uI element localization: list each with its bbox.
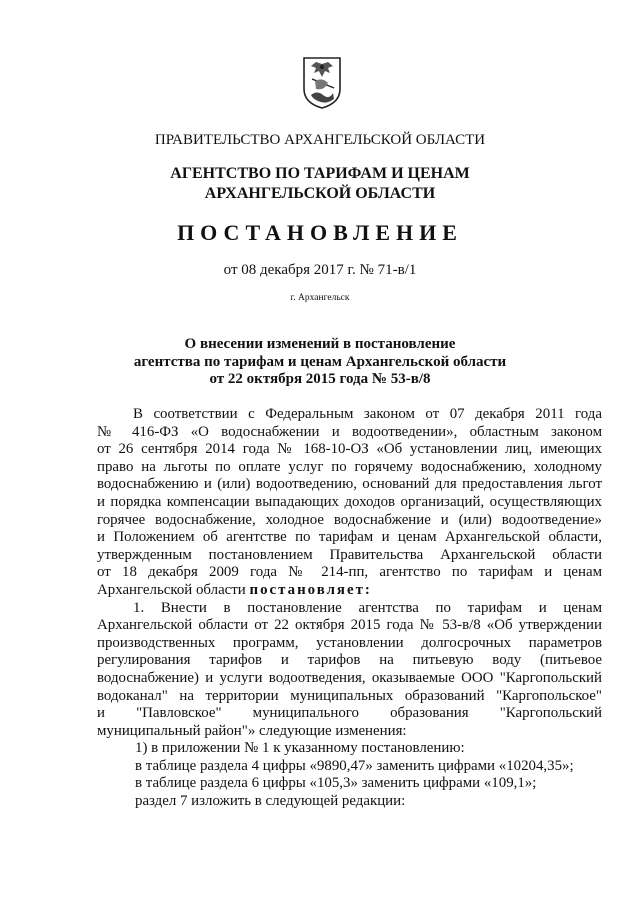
paragraph-line: от 26 сентября 2014 года № 168-10-ОЗ «Об установлении лиц, имеющих <box>97 441 602 458</box>
list-item: раздел 7 изложить в следующей редакции: <box>135 793 406 810</box>
document-body <box>97 406 602 811</box>
government-name: ПРАВИТЕЛЬСТВО АРХАНГЕЛЬСКОЙ ОБЛАСТИ <box>154 132 486 148</box>
paragraph-line: производственных программ, установлении долгосрочных параметров <box>97 634 602 651</box>
document-date-number: от 08 декабря 2017 г. № 71-в/1 <box>223 262 417 278</box>
paragraph-line: № 416-ФЗ «О водоснабжении и водоотведении», областным законом <box>97 423 602 440</box>
paragraph-line: В соответствии с Федеральным законом от 07 декабря 2011 года <box>133 406 602 422</box>
paragraph-line: от 18 декабря 2009 года № 214-пп, агентство по тарифам и ценам <box>97 564 602 581</box>
paragraph-line: 1. Внести в постановление агентства по тарифам и ценам <box>133 599 602 616</box>
paragraph-line: муниципальный район"» следующие изменения: <box>97 722 407 739</box>
coat-of-arms-icon <box>302 55 342 110</box>
paragraph-line: Архангельской области от 22 октября 2015 года № 53-в/8 «Об утверждении <box>97 617 602 634</box>
paragraph-line: водоснабжению и (или) водоотведению, оснований для предоставления льгот <box>97 476 602 493</box>
list-item: в таблице раздела 4 цифры «9890,47» заменить цифрами «10204,35»; <box>135 757 574 774</box>
subject-line2: агентства по тарифам и ценам Архангельской области <box>133 353 507 370</box>
document-subject <box>0 336 640 389</box>
agency-name-line2: АРХАНГЕЛЬСКОЙ ОБЛАСТИ <box>204 185 436 202</box>
paragraph-text: Архангельской области <box>97 581 250 598</box>
paragraph-line: регулирования тарифов и тарифов на питьевую воду (питьевое <box>97 652 602 669</box>
agency-name <box>0 164 640 204</box>
paragraph-line: утвержденным постановлением Правительства Архангельской области <box>97 546 602 563</box>
paragraph-line: право на льготы по оплате услуг по горячему водоснабжению, холодному <box>97 458 602 475</box>
resolution-word: постановляет: <box>249 581 372 598</box>
subject-line1: О внесении изменений в постановление <box>184 336 456 352</box>
paragraph-line: горячее водоснабжение, холодное водоснабжение и (или) водоотведение» <box>97 511 602 528</box>
paragraph-line <box>97 582 602 600</box>
document-type: ПОСТАНОВЛЕНИЕ <box>177 220 463 245</box>
paragraph-line: и порядка компенсации выпадающих доходов организаций, осуществляющих <box>97 493 602 510</box>
list-item: 1) в приложении № 1 к указанному постановлению: <box>135 740 465 757</box>
paragraph-line: и "Павловское" муниципального образования "Каргопольский <box>97 705 602 722</box>
paragraph-line: водоканал" на территории муниципальных образований "Каргопольское" <box>97 687 602 704</box>
list-item: в таблице раздела 6 цифры «105,3» заменить цифрами «109,1»; <box>135 775 537 792</box>
subject-line3: от 22 октября 2015 года № 53-в/8 <box>209 371 431 387</box>
document-city: г. Архангельск <box>290 293 350 303</box>
paragraph-line: водоснабжение) и услуги водоотведения, оказываемые ООО "Каргопольский <box>97 669 602 686</box>
agency-name-line1: АГЕНТСТВО ПО ТАРИФАМ И ЦЕНАМ <box>170 165 470 182</box>
paragraph-line: и Положением об агентстве по тарифам и ценам Архангельской области, <box>97 529 602 546</box>
